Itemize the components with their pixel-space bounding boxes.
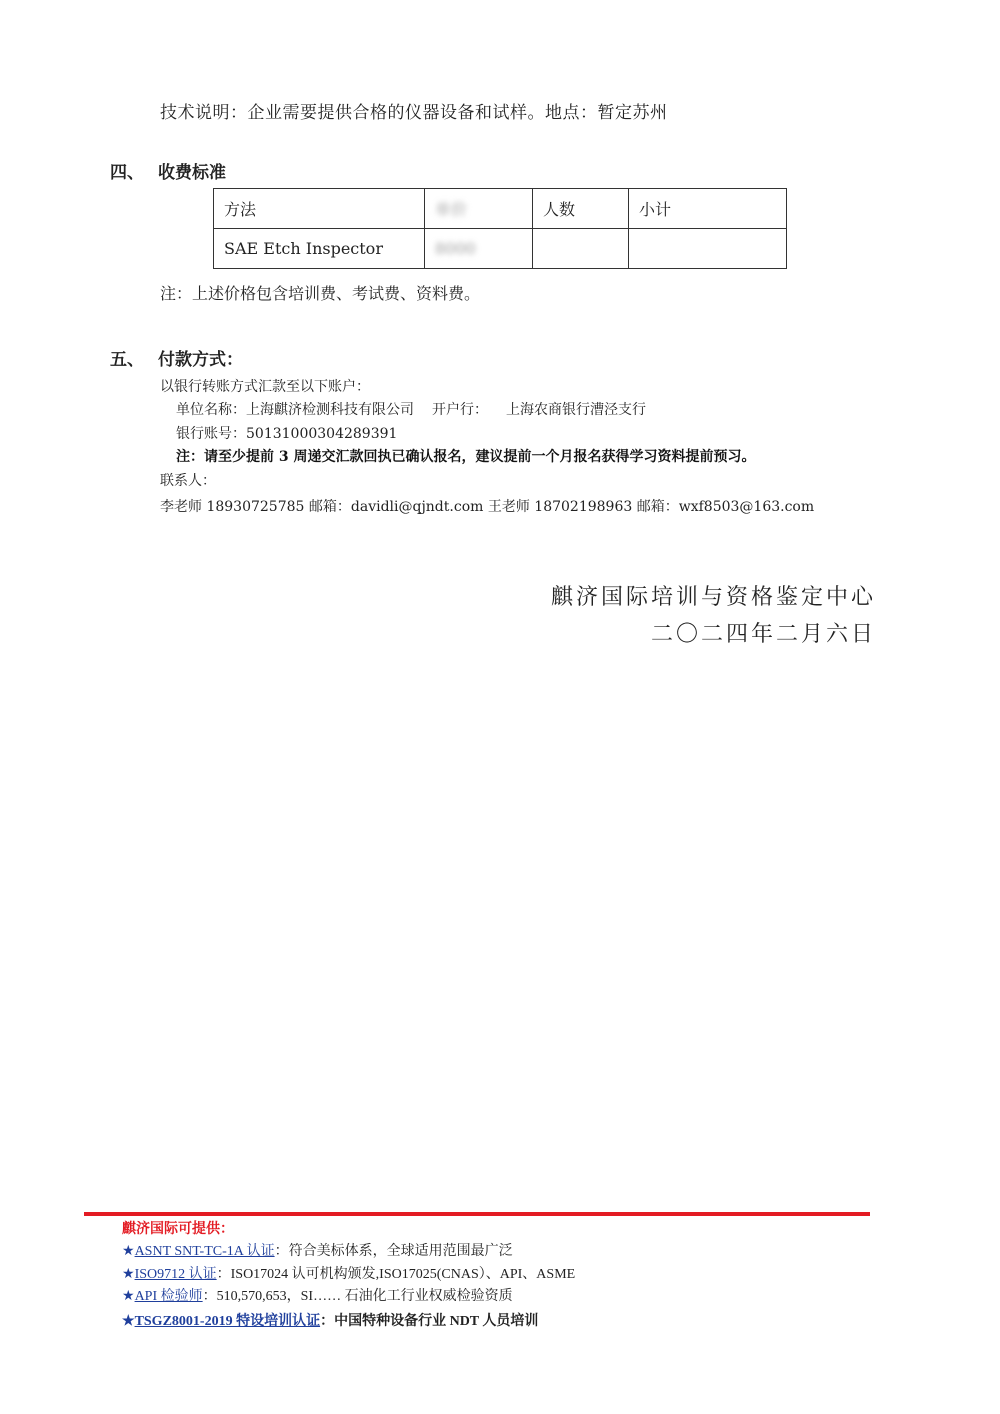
cell-subtotal: [629, 229, 787, 269]
signature-organization: 麒济国际培训与资格鉴定中心: [550, 585, 876, 610]
section-5-title: 付款方式：: [158, 350, 243, 370]
account-line: [176, 423, 397, 443]
fee-table: [213, 188, 787, 269]
section-4-title: 收费标准: [158, 163, 226, 183]
footer-item-api: [122, 1285, 513, 1305]
account-number: 50131000304289391: [246, 426, 398, 442]
footer-item-desc: ：510,570,653，SI…… 石油化工行业权威检验资质: [202, 1289, 513, 1304]
section-4-heading: [110, 158, 226, 183]
fee-table-header: [214, 189, 787, 229]
star-icon: ★: [122, 1267, 135, 1282]
header-count: 人数: [533, 189, 629, 229]
footer-item-label: TSGZ8001-2019 特设培训认证: [134, 1314, 321, 1329]
unit-name: 上海麒济检测科技有限公司: [246, 402, 414, 418]
footer-item-tsgz: [122, 1310, 538, 1330]
section-5-heading: [110, 345, 243, 370]
footer-item-desc: ：中国特种设备行业 NDT 人员培训: [320, 1314, 539, 1329]
cell-price-blurred: 8000: [425, 229, 533, 269]
footer-item-desc: ：符合美标体系，全球适用范围最广泛: [274, 1244, 513, 1259]
star-icon: ★: [122, 1244, 135, 1259]
star-icon: ★: [122, 1314, 135, 1329]
footer-item-desc: ：ISO17024 认可机构颁发,ISO17025(CNAS）、API、ASME: [216, 1267, 576, 1282]
header-subtotal: 小计: [629, 189, 787, 229]
section-4-number: 四、: [110, 163, 144, 183]
contacts-line: 李老师 18930725785 邮箱：davidli@qjndt.com 王老师 18702198963 邮箱：wxf8503@163.com: [160, 499, 815, 515]
technical-note: 技术说明：企业需要提供合格的仪器设备和试样。地点：暂定苏州: [160, 103, 668, 123]
star-icon: ★: [122, 1289, 135, 1304]
footer-title: 麒济国际可提供：: [122, 1222, 234, 1237]
footer-item-label: ISO9712 认证: [134, 1267, 217, 1282]
bank-name: 上海农商银行漕泾支行: [506, 402, 646, 418]
header-unit-price-blurred: 单价: [425, 189, 533, 229]
footer-item-label: API 检验师: [134, 1289, 203, 1304]
signature-date: 二〇二四年二月六日: [650, 622, 876, 647]
bank-label: 开户行：: [432, 402, 488, 418]
cell-method: SAE Etch Inspector: [214, 229, 425, 269]
cell-count: [533, 229, 629, 269]
unit-line: [176, 399, 646, 419]
header-method: 方法: [214, 189, 425, 229]
footer-divider: [84, 1212, 870, 1216]
payment-notice: 注：请至少提前 3 周递交汇款回执已确认报名，建议提前一个月报名获得学习资料提前预习。: [176, 449, 756, 465]
footer-item-iso9712: [122, 1263, 575, 1283]
unit-label: 单位名称：: [176, 402, 246, 418]
fee-note: 注：上述价格包含培训费、考试费、资料费。: [160, 284, 481, 303]
section-5-number: 五、: [110, 350, 144, 370]
account-label: 银行账号：: [176, 426, 246, 442]
contact-label: 联系人：: [160, 473, 216, 489]
table-row: [214, 229, 787, 269]
payment-intro: 以银行转账方式汇款至以下账户：: [160, 379, 370, 395]
footer-item-label: ASNT SNT-TC-1A 认证: [134, 1244, 275, 1259]
footer-item-asnt: [122, 1240, 513, 1260]
